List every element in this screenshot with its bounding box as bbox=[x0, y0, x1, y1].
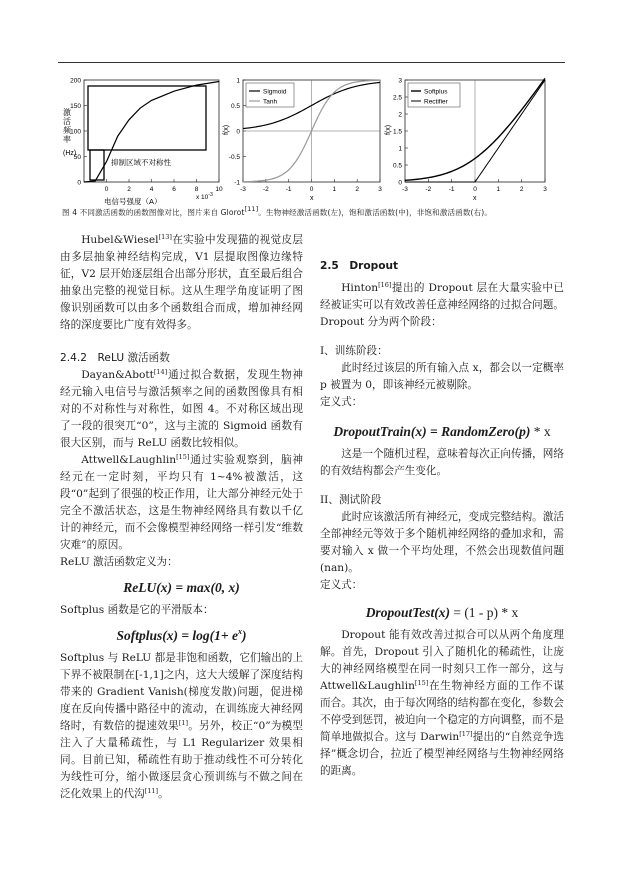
equation-dropout-train: DropoutTrain(x) = RandomZero(p) * x bbox=[333, 424, 551, 439]
panel3-xtick-label: -1 bbox=[448, 186, 455, 193]
panel3-xlabel: x bbox=[473, 195, 477, 202]
panel3-xtick-label: -3 bbox=[402, 186, 408, 193]
panel3-ylabel: f(x) bbox=[385, 124, 392, 135]
panel2-xtick-label: 1 bbox=[332, 186, 337, 193]
panel1-symmetry-box bbox=[88, 86, 206, 150]
panel1-ytick-label: 0 bbox=[77, 179, 81, 187]
test-phase-heading: II、测试阶段 bbox=[320, 494, 382, 506]
panel1-ytick-label: 150 bbox=[70, 102, 81, 110]
panel1-ytick-label: 50 bbox=[73, 153, 81, 161]
panel3-ytick-label: 1.5 bbox=[392, 128, 402, 136]
left-para-relu-def: ReLU 激活函数定义为： bbox=[60, 556, 178, 568]
panel2-legend-sigmoid: Sigmoid bbox=[263, 88, 287, 96]
panel2-xtick-label: 0 bbox=[309, 186, 314, 193]
panel1-xtick-label: 2 bbox=[127, 186, 131, 193]
panel3-legend-softplus: Softplus bbox=[424, 88, 448, 96]
right-para-training: 此时经过该层的所有输入点 x，都会以一定概率 p 被置为 0，即该神经元被剔除。 bbox=[320, 362, 564, 391]
heading-2-4-2: 2.4.2 ReLU 激活函数 bbox=[60, 352, 170, 364]
panel3-chart bbox=[385, 77, 547, 202]
panel2-ytick-label: 0 bbox=[236, 128, 240, 136]
panel2-xtick-label: 3 bbox=[378, 186, 382, 193]
panel1-xtick-label: 6 bbox=[172, 186, 176, 193]
panel2-legend-tanh: Tanh bbox=[263, 98, 278, 106]
panel2-ytick-label: -1 bbox=[234, 179, 240, 187]
figure-caption bbox=[62, 207, 562, 218]
left-para-attwell: Attwell&Laughlin[15]通过实验观察到，脑神经元在一定时刻，平均只有 1~4%被激活，这段“0”起到了很强的校正作用，让大部分神经元处于完全不激活状态，这是生物神经网络具有数以千亿计的神经元，而不会像模型神经网络一样引发“维数灾难”的原因。 bbox=[60, 453, 303, 551]
right-para-random: 这是一个随机过程，意味着每次正向传播，网络的有效结构都会产生变化。 bbox=[320, 448, 564, 477]
heading-2-5: 2.5 Dropout bbox=[320, 260, 399, 272]
panel1-ytick-label: 100 bbox=[70, 128, 81, 136]
left-para-dayan: Dayan&Abott[14]通过拟合数据，发现生物神经元输入电信号与激活频率之间的函数图像具有相对的不对称性与对称性，如图 4。不对称区域出现了一段的很突兀“0”，这与主流的 Sigmoid 函数有很大区别，而与 ReLU 函数比较相似。 bbox=[60, 368, 303, 449]
caption-ref: [11] bbox=[244, 205, 259, 213]
panel2-ytick-label: -0.5 bbox=[228, 153, 240, 161]
panel2-ytick-label: 0.5 bbox=[230, 102, 240, 110]
panel3-ytick-label: 1 bbox=[398, 145, 402, 153]
panel2-ytick-label: 1 bbox=[236, 77, 240, 85]
left-column bbox=[60, 232, 303, 803]
equation-softplus: Softplus(x) = $\log(1+ e^x)$ bbox=[116, 627, 247, 643]
panel3-xtick-label: 1 bbox=[496, 186, 501, 193]
equation-dropout-test: DropoutTest(x) = (1 - p) * x bbox=[365, 605, 519, 620]
caption-main: 图 4 不同激活函数的函数图像对比，图片来自 Glorot bbox=[62, 208, 245, 217]
panel3-ytick-label: 2 bbox=[398, 111, 402, 119]
panel2-xtick-label: -3 bbox=[240, 186, 246, 193]
equation-relu: ReLU(x) = max(0, x) bbox=[123, 580, 240, 595]
panel1-xtick-label: 0 bbox=[104, 186, 109, 193]
panel3-ytick-label: 0.5 bbox=[392, 162, 402, 170]
panel1-xtick-label: 4 bbox=[149, 186, 154, 193]
caption-tail: 。生物神经激活函数(左)，饱和激活函数(中)，非饱和激活函数(右)。 bbox=[258, 208, 493, 217]
panel3-xtick-label: 0 bbox=[473, 186, 477, 193]
panel3-legend-rectifier: Rectifier bbox=[424, 98, 448, 106]
definition-label-2: 定义式： bbox=[320, 579, 363, 591]
panel2-xtick-label: -1 bbox=[285, 186, 292, 193]
panel1-asymmetry-box bbox=[90, 150, 104, 180]
left-para-nonsaturating: Softplus 与 ReLU 都是非饱和函数，它们输出的上下界不被限制在[-1,1]之内，这大大缓解了深度结构带来的 Gradient Vanish(梯度发散)问题，促进梯度在反向传播中路径中的流动，在训练庞大神经网络时，有数倍的提速效果[1]。另外，校正“0”为模型注入了大量稀疏性，与 L1 Regularizer 效果相同。目前已知，稀疏性有助于推动线性不可分转化为线性可分，缩小做逐层贪心预训练与不做之间在泛化效果上的代沟[11]。 bbox=[60, 652, 304, 800]
panel1-xlabel: 电信号强度（A） bbox=[104, 197, 162, 205]
left-para-hubel: Hubel&Wiesel[13]在实验中发现猫的视觉皮层由多层抽象神经结构完成，V1 层提取图像边缘特征，V2 层开始逐层组合出部分形状，直至最后组合抽象出完整的视觉目标。这从生理学角度证明了图像识别函数可以由多个函数组合而成，增加神经网络的深度要比广度有效得多。 bbox=[60, 233, 303, 331]
panel3-xtick-label: 3 bbox=[543, 186, 547, 193]
panel3-xtick-label: 2 bbox=[519, 186, 524, 193]
panel2-chart bbox=[223, 77, 382, 202]
training-phase-heading: I、训练阶段： bbox=[320, 345, 388, 357]
panel2-xlabel: x bbox=[310, 195, 314, 202]
panel2-ylabel: f(x) bbox=[223, 124, 230, 135]
panel1-annotation: 抑制区域不对称性 bbox=[111, 158, 171, 167]
right-para-test: 此时应该激活所有神经元，变成完整结构。激活全部神经元等效于多个随机神经网络的叠加求和，需要对输入 x 做一个平均处理，不然会出现数值问题(nan)。 bbox=[320, 511, 564, 574]
panel3-ytick-label: 3 bbox=[398, 77, 402, 85]
figure-4 bbox=[0, 0, 620, 205]
panel1-ytick-label: 200 bbox=[70, 77, 81, 85]
definition-label-1: 定义式： bbox=[320, 396, 363, 408]
right-para-overfit: Dropout 能有效改善过拟合可以从两个角度理解。首先，Dropout 引入了随机化的稀疏性，让庞大的神经网络模型在同一时刻只工作一部分，这与 Attwell&Laughlin[15]在生物神经方面的工作不谋而合。其次，由于每次网络的结构都在变化，参数会不停受到惩罚，被迫向一个稳定的方向调整，而不是简单地做拟合。这与 Darwin[17]提出的“自然竞争选择”概念切合，拉近了模型神经网络与生物神经网络的距离。 bbox=[320, 629, 564, 777]
right-para-hinton: Hinton[16]提出的 Dropout 层在大量实验中已经被证实可以有效改善任意神经网络的过拟合问题。Dropout 分为两个阶段： bbox=[320, 281, 564, 328]
panel2-xtick-label: 2 bbox=[355, 186, 359, 193]
panel3-ytick-label: 2.5 bbox=[392, 94, 402, 102]
panel1-xtick-label: 10 bbox=[215, 186, 223, 193]
panel1-chart bbox=[62, 77, 223, 205]
panel1-x-exponent: x $10^{-3}$ bbox=[196, 192, 213, 201]
panel1-yunit: (Hz) bbox=[63, 150, 77, 157]
panel2-xtick-label: -2 bbox=[262, 186, 269, 193]
panel3-ytick-label: 0 bbox=[398, 179, 402, 187]
panel1-ylabel: 激活频率 bbox=[62, 108, 72, 144]
panel1-xtick-label: 8 bbox=[194, 186, 199, 193]
left-para-softplus-def: Softplus 函数是它的平滑版本： bbox=[60, 604, 214, 616]
panel3-xtick-label: -2 bbox=[425, 186, 432, 193]
right-column bbox=[320, 258, 564, 780]
